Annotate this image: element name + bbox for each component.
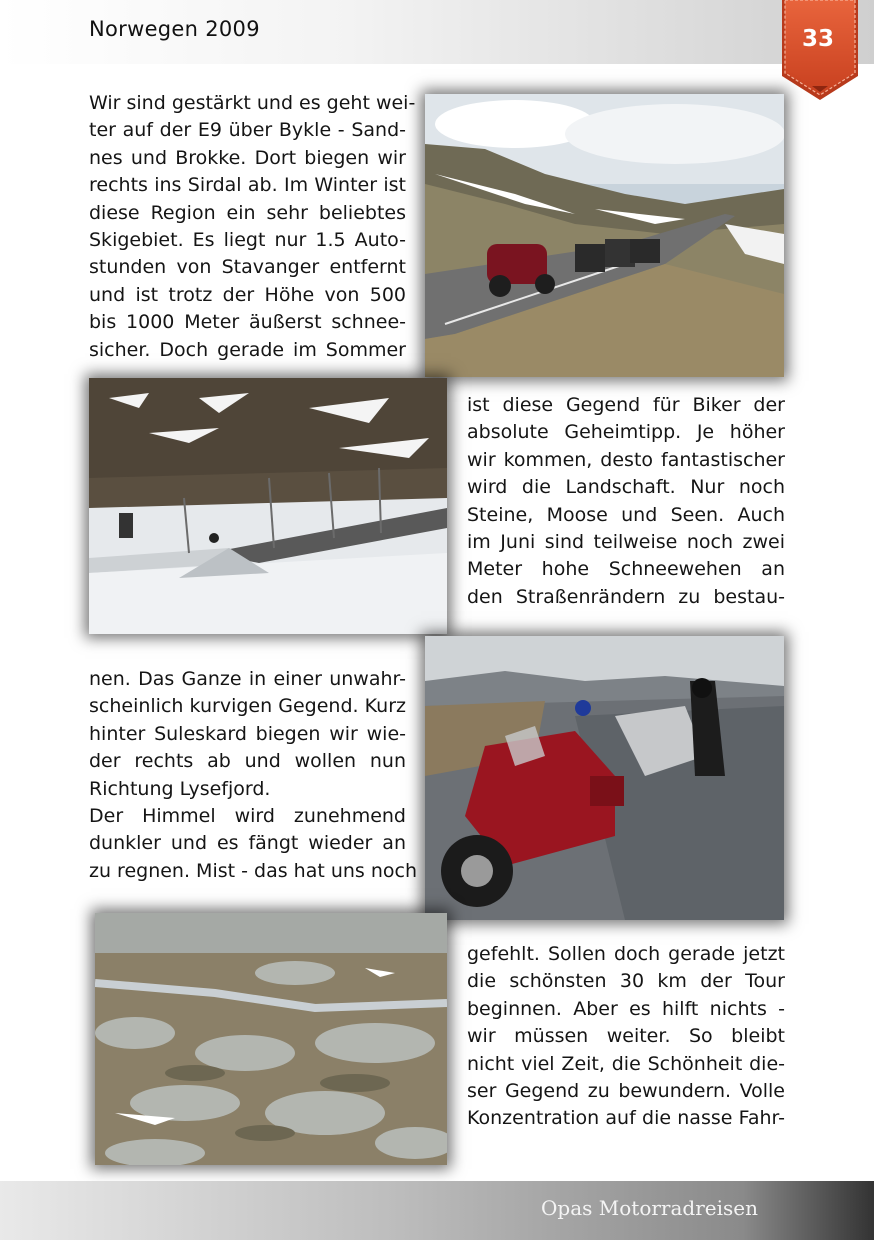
text-line: gefehlt. Sollen doch gerade jetzt bbox=[467, 943, 785, 965]
header-title: Norwegen 2009 bbox=[89, 17, 260, 41]
text-line: Konzentration auf die nasse Fahr- bbox=[467, 1107, 785, 1130]
text-line: rechts ins Sirdal ab. Im Winter ist bbox=[89, 174, 406, 197]
text-line: Wir sind gestärkt und es geht wei- bbox=[89, 92, 416, 114]
text-line: und ist trotz der Höhe von 500 bbox=[89, 283, 406, 306]
text-line: wir kommen, desto fantastischer bbox=[467, 448, 785, 471]
text-line: diese Region ein sehr beliebtes bbox=[89, 201, 406, 224]
text-line: Skigebiet. Es liegt nur 1.5 Auto- bbox=[89, 229, 406, 252]
text-line: dunkler und es fängt wieder an bbox=[89, 832, 406, 855]
photo-mountain-road-motorcycles bbox=[425, 94, 784, 377]
text-line: nen. Das Ganze in einer unwahr- bbox=[89, 668, 406, 690]
text-line: Meter hohe Schneewehen an bbox=[467, 558, 785, 581]
text-line: ser Gegend zu bewundern. Volle bbox=[467, 1080, 785, 1103]
text-line: wird die Landschaft. Nur noch bbox=[467, 476, 785, 499]
text-line: Der Himmel wird zunehmend bbox=[89, 805, 406, 828]
text-line: Steine, Moose und Seen. Auch bbox=[467, 503, 785, 526]
text-line: absolute Geheimtipp. Je höher bbox=[467, 421, 785, 444]
paragraph-2 bbox=[467, 392, 785, 611]
text-line: Richtung Lysefjord. bbox=[89, 777, 271, 800]
text-line: scheinlich kurvigen Gegend. Kurz bbox=[89, 695, 406, 718]
text-line: stunden von Stavanger entfernt bbox=[89, 256, 406, 279]
text-line: zu regnen. Mist - das hat uns noch bbox=[89, 859, 418, 882]
footer-title: Opas Motorradreisen bbox=[541, 1196, 758, 1220]
photo-rocky-landscape bbox=[95, 913, 447, 1165]
photo-snowy-road bbox=[89, 378, 447, 634]
text-line: im Juni sind teilweise noch zwei bbox=[467, 531, 785, 554]
text-line: wir müssen weiter. So bleibt bbox=[467, 1025, 785, 1048]
text-line: ter auf der E9 über Bykle - Sand- bbox=[89, 119, 406, 142]
text-line: bis 1000 Meter äußerst schnee- bbox=[89, 311, 406, 334]
paragraph-3 bbox=[89, 666, 418, 885]
text-line: nes und Brokke. Dort biegen wir bbox=[89, 146, 406, 169]
text-line: nicht viel Zeit, die Schönheit die- bbox=[467, 1052, 785, 1075]
text-line: sicher. Doch gerade im Sommer bbox=[89, 338, 406, 361]
photo-wet-road-red-motorcycle bbox=[425, 636, 784, 920]
paragraph-4 bbox=[467, 941, 785, 1133]
text-line: die schönsten 30 km der Tour bbox=[467, 970, 785, 993]
text-line: den Straßenrändern zu bestau- bbox=[467, 585, 785, 608]
text-line: ist diese Gegend für Biker der bbox=[467, 394, 785, 416]
text-line: beginnen. Aber es hilft nichts - bbox=[467, 997, 785, 1020]
text-line: der rechts ab und wollen nun bbox=[89, 750, 406, 773]
text-line: hinter Suleskard biegen wir wie- bbox=[89, 722, 406, 745]
page-number: 33 bbox=[801, 26, 834, 52]
paragraph-1 bbox=[89, 90, 416, 364]
